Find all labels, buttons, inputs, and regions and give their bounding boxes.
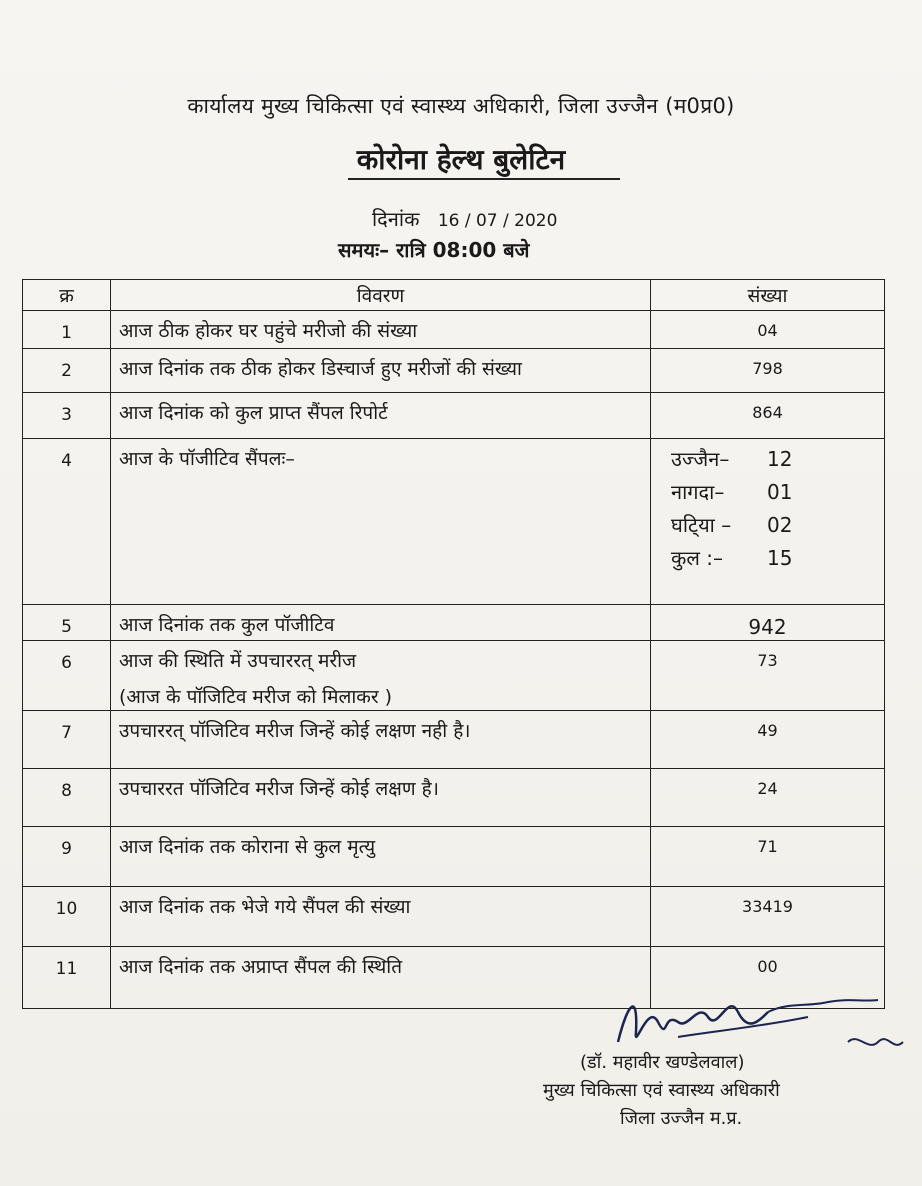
row-description: आज दिनांक तक कुल पॉजीटिव — [111, 605, 651, 641]
place-count: 01 — [767, 480, 793, 504]
row-description-main: आज की स्थिति में उपचाररत् मरीज — [119, 650, 357, 672]
row-description: आज ठीक होकर घर पहुंचे मरीजो की संख्या — [111, 311, 651, 349]
row-serial: 3 — [23, 393, 111, 439]
row-description: आज दिनांक तक ठीक होकर डिस्चार्ज हुए मरीजों की संख्या — [111, 349, 651, 393]
table-row — [23, 311, 885, 349]
positive-breakdown — [651, 439, 885, 605]
row-serial: 11 — [23, 947, 111, 1009]
row-value: 24 — [651, 769, 885, 827]
row-value: 798 — [651, 349, 885, 393]
list-item — [671, 542, 884, 575]
row-description: आज दिनांक को कुल प्राप्त सैंपल रिपोर्ट — [111, 393, 651, 439]
signatory-designation: मुख्य चिकित्सा एवं स्वास्थ्य अधिकारी — [543, 1080, 780, 1101]
office-heading: कार्यालय मुख्य चिकित्सा एवं स्वास्थ्य अधिकारी, जिला उज्जैन (म0प्र0) — [187, 94, 735, 118]
header-count: संख्या — [651, 280, 885, 311]
table-row — [23, 827, 885, 887]
row-serial: 9 — [23, 827, 111, 887]
time-line: समयः– रात्रि 08:00 बजे — [338, 238, 530, 262]
row-serial: 4 — [23, 439, 111, 605]
table-header-row — [23, 280, 885, 311]
row-description: आज दिनांक तक भेजे गये सैंपल की संख्या — [111, 887, 651, 947]
table-row — [23, 439, 885, 605]
place-name: नागदा– — [671, 480, 725, 504]
row-serial: 8 — [23, 769, 111, 827]
signatory-district: जिला उज्जैन म.प्र. — [620, 1108, 743, 1129]
table-row — [23, 605, 885, 641]
place-count: 02 — [767, 513, 793, 537]
header-serial: क्र — [23, 280, 111, 311]
row-value: 49 — [651, 711, 885, 769]
title-underline — [348, 178, 620, 180]
table-row — [23, 711, 885, 769]
row-description — [111, 641, 651, 711]
list-item — [671, 509, 884, 542]
table-row — [23, 887, 885, 947]
row-value: 864 — [651, 393, 885, 439]
bulletin-table — [22, 279, 885, 1009]
row-description: आज के पॉजीटिव सैंपलः– — [111, 439, 651, 605]
place-count: 15 — [767, 546, 793, 570]
date-line — [372, 205, 557, 232]
row-description: आज दिनांक तक अप्राप्त सैंपल की स्थिति — [111, 947, 651, 1009]
row-serial: 1 — [23, 311, 111, 349]
date-label: दिनांक — [372, 207, 420, 231]
row-value: 04 — [651, 311, 885, 349]
row-description: आज दिनांक तक कोराना से कुल मृत्यु — [111, 827, 651, 887]
row-value: 942 — [651, 605, 885, 641]
row-serial: 5 — [23, 605, 111, 641]
table-row — [23, 769, 885, 827]
table-row — [23, 349, 885, 393]
row-value: 33419 — [651, 887, 885, 947]
place-name: घटि्या – — [671, 513, 732, 537]
row-value: 73 — [651, 641, 885, 711]
place-count: 12 — [767, 447, 793, 471]
row-description-note: (आज के पॉजिटिव मरीज को मिलाकर ) — [119, 686, 393, 708]
header-description: विवरण — [111, 280, 651, 311]
table-row — [23, 393, 885, 439]
signatory-name: (डॉ. महावीर खण्डेलवाल) — [580, 1052, 745, 1073]
row-serial: 6 — [23, 641, 111, 711]
row-serial: 2 — [23, 349, 111, 393]
list-item — [671, 443, 884, 476]
row-description: उपचाररत् पॉजिटिव मरीज जिन्हें कोई लक्षण नही है। — [111, 711, 651, 769]
list-item — [671, 476, 884, 509]
table-row — [23, 641, 885, 711]
row-value: 71 — [651, 827, 885, 887]
page-title: कोरोना हेल्थ बुलेटिन — [356, 143, 566, 176]
row-value: 00 — [651, 947, 885, 1009]
place-name: कुल :– — [671, 546, 724, 570]
row-serial: 10 — [23, 887, 111, 947]
place-name: उज्जैन– — [671, 447, 730, 471]
row-description: उपचाररत पॉजिटिव मरीज जिन्हें कोई लक्षण है। — [111, 769, 651, 827]
row-serial: 7 — [23, 711, 111, 769]
date-value: 16 / 07 / 2020 — [437, 211, 558, 231]
